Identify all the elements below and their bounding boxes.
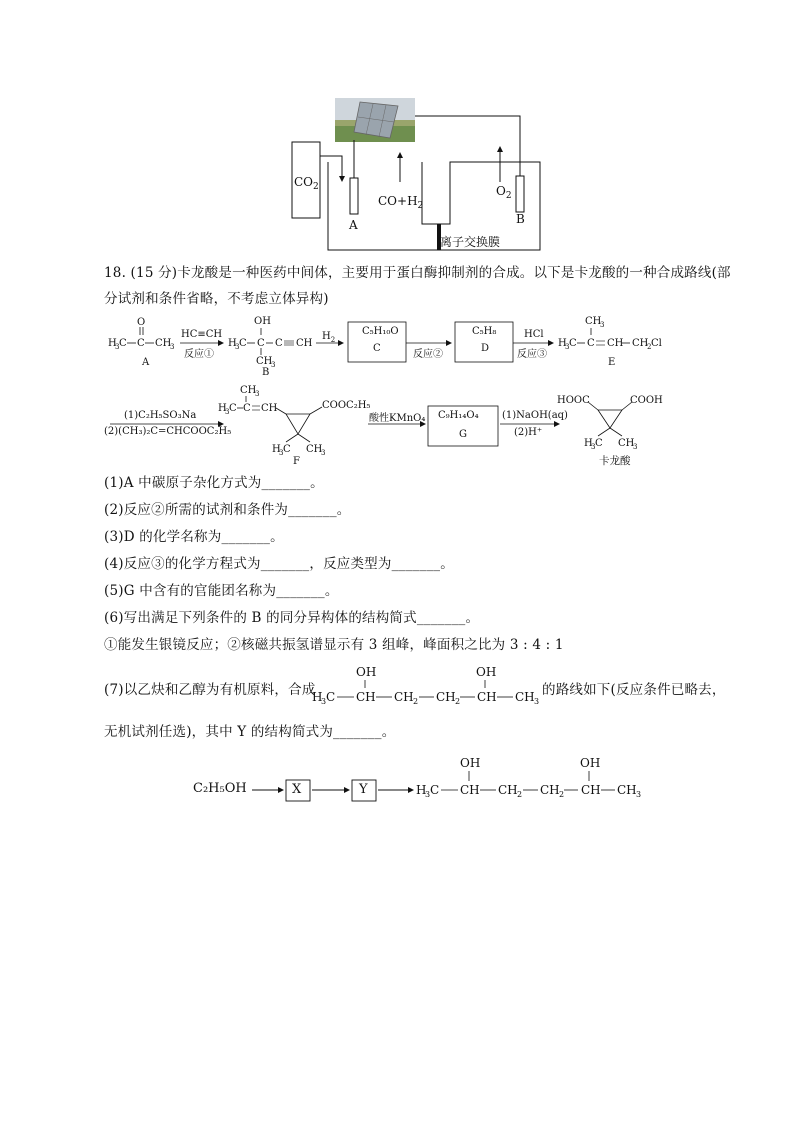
question-18-intro-line1: 18. (15 分)卡龙酸是一种医药中间体，主要用于蛋白酶抑制剂的合成。以下是卡龙酸的一种合成路线(部 bbox=[104, 265, 731, 281]
electrode-b bbox=[516, 176, 524, 212]
solar-panel-image bbox=[335, 98, 415, 142]
svg-text:CH: CH bbox=[607, 338, 624, 349]
caronic-acid-name: 卡龙酸 bbox=[599, 455, 631, 467]
svg-text:C: C bbox=[587, 338, 595, 349]
compound-b bbox=[228, 316, 313, 369]
svg-text:C: C bbox=[326, 690, 336, 704]
cooc2h5-label: COOC₂H₅ bbox=[322, 400, 371, 411]
svg-text:OH: OH bbox=[476, 665, 497, 679]
label-e: E bbox=[608, 357, 616, 368]
svg-text:CH: CH bbox=[477, 690, 497, 704]
question-1: (1)A 中碳原子杂化方式为_______。 bbox=[104, 475, 324, 491]
reagent-naoh: (1)NaOH(aq) bbox=[502, 410, 568, 421]
svg-text:3: 3 bbox=[534, 697, 540, 706]
compound-e bbox=[558, 316, 662, 351]
svg-text:C: C bbox=[243, 403, 251, 414]
reagent-hcl: HCl bbox=[524, 329, 544, 340]
question-4: (4)反应③的化学方程式为_______，反应类型为_______。 bbox=[104, 556, 454, 572]
co-h2-label: $CO+H_2$ bbox=[378, 194, 424, 211]
svg-text:3: 3 bbox=[321, 449, 326, 457]
reagent-h2: $H_2$ bbox=[322, 331, 336, 344]
svg-text:C: C bbox=[275, 338, 283, 349]
q7-target-molecule bbox=[416, 756, 641, 799]
svg-text:3: 3 bbox=[565, 343, 570, 351]
q7-route bbox=[250, 755, 660, 810]
svg-text:C: C bbox=[595, 438, 603, 449]
svg-text:3: 3 bbox=[255, 390, 260, 398]
box-c-label: C bbox=[373, 343, 381, 354]
svg-text:CH: CH bbox=[540, 783, 560, 797]
reaction-3-label: 反应③ bbox=[517, 349, 547, 360]
membrane-label: 离子交换膜 bbox=[440, 235, 501, 249]
svg-text:H: H bbox=[218, 403, 227, 414]
q7-start-compound: C₂H₅OH bbox=[193, 781, 247, 796]
svg-text:OH: OH bbox=[356, 665, 377, 679]
svg-text:CH: CH bbox=[240, 385, 257, 396]
svg-text:2: 2 bbox=[559, 790, 565, 799]
svg-text:CH: CH bbox=[155, 338, 172, 349]
compound-f bbox=[218, 385, 325, 457]
reaction-2-label: 反应② bbox=[413, 349, 443, 360]
question-6-conditions: ①能发生银镜反应；②核磁共振氢谱显示有 3 组峰，峰面积之比为 3 : 4 : 1 bbox=[104, 637, 564, 653]
svg-text:3: 3 bbox=[321, 697, 327, 706]
compound-caronic-acid bbox=[584, 402, 637, 451]
electrode-a bbox=[350, 178, 358, 214]
svg-text:C: C bbox=[137, 338, 145, 349]
question-6: (6)写出满足下列条件的 B 的同分异构体的结构简式_______。 bbox=[104, 610, 480, 626]
co2-label: $CO_2$ bbox=[294, 175, 319, 192]
box-x-label: X bbox=[292, 782, 302, 797]
svg-text:3: 3 bbox=[636, 790, 642, 799]
svg-text:OH: OH bbox=[460, 756, 481, 770]
svg-text:2: 2 bbox=[455, 697, 461, 706]
svg-text:3: 3 bbox=[633, 443, 638, 451]
svg-text:3: 3 bbox=[425, 790, 431, 799]
svg-text:CH: CH bbox=[394, 690, 414, 704]
svg-text:3: 3 bbox=[271, 361, 276, 369]
svg-text:C: C bbox=[239, 338, 247, 349]
question-5: (5)G 中含有的官能团名称为_______。 bbox=[104, 583, 339, 599]
svg-text:C: C bbox=[430, 783, 440, 797]
svg-text:H: H bbox=[272, 444, 281, 455]
hooc-label: HOOC bbox=[557, 395, 590, 406]
svg-text:OH: OH bbox=[580, 756, 601, 770]
svg-text:CH: CH bbox=[436, 690, 456, 704]
box-y-label: Y bbox=[359, 782, 368, 797]
label-a: A bbox=[142, 357, 150, 368]
question-18-intro-line2: 分试剂和条件省略，不考虑立体异构) bbox=[104, 291, 329, 307]
svg-text:CH: CH bbox=[498, 783, 518, 797]
electrolysis-cell bbox=[328, 162, 540, 250]
reagent-1-bottom: 反应① bbox=[184, 349, 214, 360]
svg-text:CH: CH bbox=[617, 783, 637, 797]
svg-text:3: 3 bbox=[170, 343, 175, 351]
question-3: (3)D 的化学名称为_______。 bbox=[104, 529, 284, 545]
svg-text:H: H bbox=[584, 438, 593, 449]
svg-text:3: 3 bbox=[235, 343, 240, 351]
question-2: (2)反应②所需的试剂和条件为_______。 bbox=[104, 502, 351, 518]
svg-text:3: 3 bbox=[279, 449, 284, 457]
svg-text:O: O bbox=[137, 317, 146, 328]
svg-text:CH: CH bbox=[306, 444, 323, 455]
svg-text:C: C bbox=[569, 338, 577, 349]
electrode-b-label: B bbox=[516, 212, 525, 226]
svg-text:CH: CH bbox=[296, 338, 313, 349]
svg-text:3: 3 bbox=[115, 343, 120, 351]
box-g-label: G bbox=[459, 429, 467, 440]
box-c-formula: C₅H₁₀O bbox=[362, 326, 399, 337]
svg-text:CH: CH bbox=[632, 338, 649, 349]
svg-text:H: H bbox=[228, 338, 237, 349]
svg-text:CH: CH bbox=[585, 316, 602, 327]
svg-text:CH: CH bbox=[515, 690, 535, 704]
svg-text:CH: CH bbox=[256, 356, 273, 367]
svg-text:C: C bbox=[229, 403, 237, 414]
cooh-label: COOH bbox=[630, 395, 663, 406]
reagent-1-top: HC≡CH bbox=[181, 329, 223, 340]
svg-text:2: 2 bbox=[413, 697, 419, 706]
reagent-kmno4: 酸性KMnO₄ bbox=[369, 413, 426, 424]
svg-text:H: H bbox=[558, 338, 567, 349]
reagent-f-2: (2)(CH₃)₂C=CHCOOC₂H₅ bbox=[104, 426, 232, 437]
question-7-before: (7)以乙炔和乙醇为有机原料，合成 bbox=[104, 682, 316, 698]
question-7-after: 的路线如下(反应条件已略去， bbox=[542, 682, 726, 698]
svg-text:3: 3 bbox=[225, 408, 230, 416]
label-b: B bbox=[262, 367, 270, 378]
svg-text:H: H bbox=[416, 783, 427, 797]
electrode-a-label: A bbox=[349, 218, 358, 232]
svg-text:CH: CH bbox=[356, 690, 376, 704]
svg-text:2: 2 bbox=[517, 790, 523, 799]
svg-text:C: C bbox=[257, 338, 265, 349]
compound-a bbox=[108, 317, 174, 351]
svg-text:C: C bbox=[283, 444, 291, 455]
svg-text:H: H bbox=[108, 338, 117, 349]
svg-text:CH: CH bbox=[618, 438, 635, 449]
electrolysis-diagram bbox=[280, 90, 560, 255]
svg-text:Cl: Cl bbox=[651, 338, 662, 349]
reagent-f-1: (1)C₂H₅SO₃Na bbox=[124, 410, 197, 421]
svg-text:CH: CH bbox=[460, 783, 480, 797]
reagent-h-plus: (2)H⁺ bbox=[514, 427, 543, 438]
svg-text:C: C bbox=[119, 338, 127, 349]
svg-text:CH: CH bbox=[581, 783, 601, 797]
label-f: F bbox=[293, 456, 300, 467]
o2-label: $O_2$ bbox=[496, 184, 512, 201]
box-d-formula: C₅H₈ bbox=[472, 326, 497, 337]
svg-text:3: 3 bbox=[591, 443, 596, 451]
target-molecule bbox=[312, 660, 544, 712]
svg-text:H: H bbox=[312, 690, 323, 704]
box-d-label: D bbox=[481, 343, 490, 354]
svg-text:2: 2 bbox=[647, 343, 652, 351]
svg-text:OH: OH bbox=[254, 316, 271, 327]
svg-text:3: 3 bbox=[600, 321, 605, 329]
question-7-line2: 无机试剂任选)，其中 Y 的结构简式为_______。 bbox=[104, 724, 396, 740]
box-g-formula: C₉H₁₄O₄ bbox=[438, 410, 479, 421]
svg-text:CH: CH bbox=[261, 403, 278, 414]
